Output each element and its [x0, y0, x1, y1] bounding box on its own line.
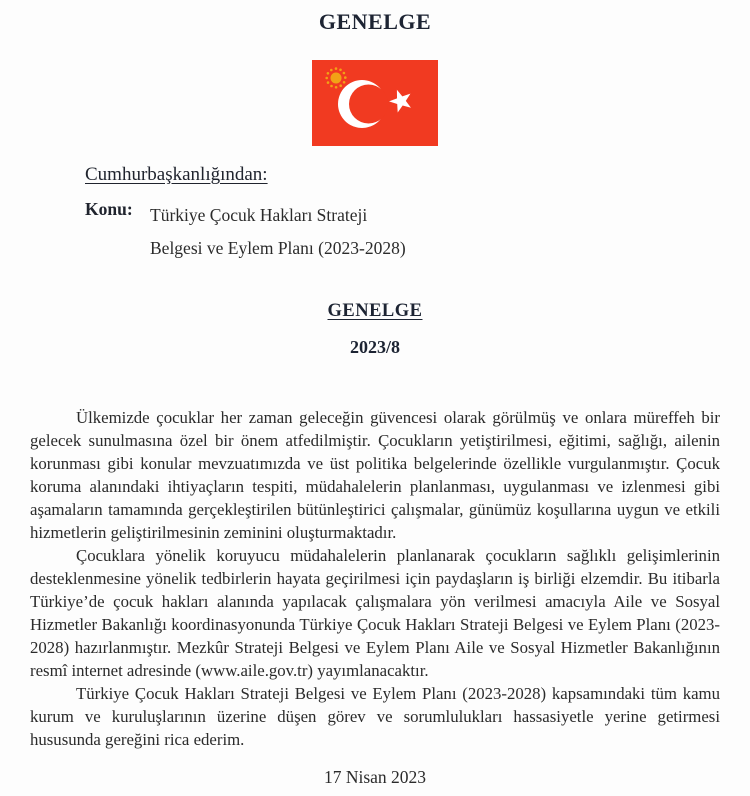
sender-line: Cumhurbaşkanlığından:	[85, 164, 268, 185]
document-top-title: GENELGE	[318, 9, 432, 34]
subject-line-1: Türkiye Çocuk Hakları Strateji	[150, 205, 368, 225]
circular-number: 2023/8	[349, 337, 400, 357]
document-date: 17 Nisan 2023	[323, 767, 427, 787]
paragraph-1: Ülkemizde çocuklar her zaman geleceğin güvencesi olarak görülmüş ve onlara müreffeh bir gelecek sunulmasına özel bir önem atfedilmiştir. Çocukların yetiştirilmesi, eğitimi, sağlığı, ailenin korunması gibi konular mevzuatımızda ve üst politika belgelerinde özellikle vurgulanmıştır. Çocuk koruma alanındaki ihtiyaçların tespiti, müdahalelerin planlanması, uygulanması ve izlenmesi gibi aşamaların tamamında gerçekleştirilen bütünleştirici çalışmalar, günümüz koşullarına uygun ve etkili hizmetlerin geliştirilmesinin zeminini oluşturmaktadır.	[30, 408, 720, 542]
circular-heading	[0, 301, 750, 322]
body-text	[30, 406, 720, 751]
subject-block	[85, 199, 750, 265]
subject-label: Konu:	[85, 199, 133, 219]
subject-line-2: Belgesi ve Eylem Planı (2023-2028)	[150, 238, 406, 258]
circular-heading-text: GENELGE	[327, 301, 423, 321]
turkish-flag-icon	[312, 60, 438, 146]
paragraph-2: Çocuklara yönelik koruyucu müdahalelerin planlanarak çocukların sağlıklı gelişimlerinin desteklenmesine yönelik tedbirlerin hayata geçirilmesi için paydaşların iş birliği elzemdir. Bu itibarla Türkiye’de çocuk hakları alanında yapılacak çalışmalara yön verilmesi amacıyla Aile ve Sosyal Hizmetler Bakanlığı koordinasyonunda Türkiye Çocuk Hakları Strateji Belgesi ve Eylem Planı (2023-2028) hazırlanmıştır. Mezkûr Strateji Belgesi ve Eylem Planı Aile ve Sosyal Hizmetler Bakanlığının resmî internet adresinde (www.aile.gov.tr) yayımlanacaktır.	[30, 546, 720, 680]
flag-container	[0, 60, 750, 146]
paragraph-3: Türkiye Çocuk Hakları Strateji Belgesi ve Eylem Planı (2023-2028) kapsamındaki tüm kamu kurum ve kuruluşlarının üzerine düşen görev ve sorumlulukları hassasiyetle yerine getirmesi hususunda gereğini rica ederim.	[30, 684, 720, 749]
subject-value	[150, 199, 406, 265]
